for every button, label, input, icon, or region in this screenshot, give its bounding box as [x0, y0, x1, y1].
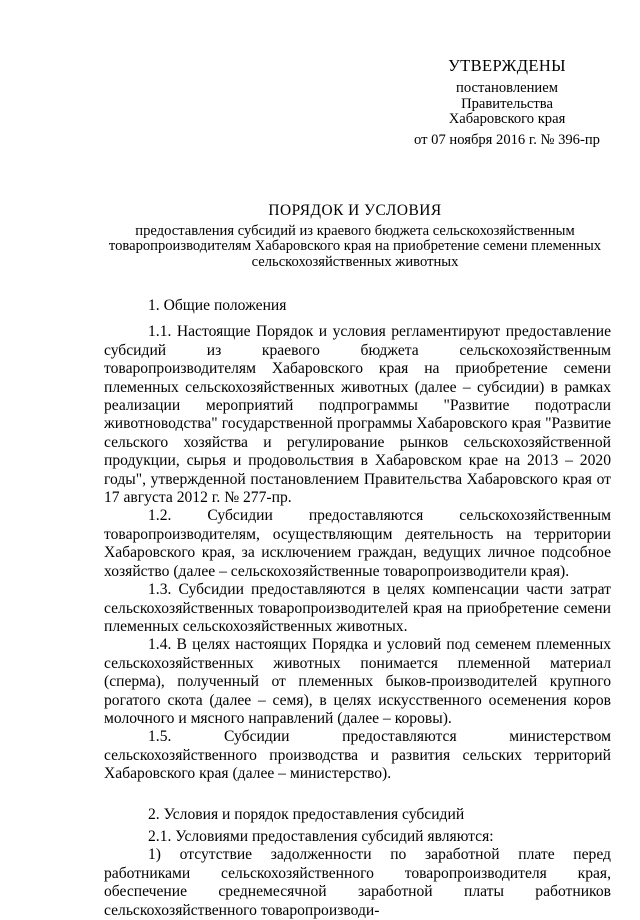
document-title: ПОРЯДОК И УСЛОВИЯ [268, 202, 442, 219]
approval-line: Хабаровского края [448, 110, 566, 127]
paragraph: 1) отсутствие задолженности по заработной плате перед работниками сельскохозяйственного товаропроизводителя края, обеспечение среднемесячной заработной платы работников сельскохозяйственного товаропроизводи- [104, 846, 611, 919]
section-heading: 1. Общие положения [148, 297, 287, 314]
document-subtitle: предоставления субсидий из краевого бюджета сельскохозяйственным товаропроизводителям Хабаровского края на приобретение семени племенных сельскохозяйственных животных [108, 223, 602, 270]
document-body [104, 293, 611, 920]
paragraph: 1.2. Субсидии предоставляются сельскохозяйственным товаропроизводителям, осуществляющим деятельность на территории Хабаровского края, за исключением граждан, ведущих личное подсобное хозяйство (далее – сельскохозяйственные товаропроизводители края). [104, 507, 611, 580]
paragraph: 1.1. Настоящие Порядок и условия регламентируют предоставление субсидий из краевого бюджета сельскохозяйственным товаропроизводителям Хабаровского края на приобретение семени племенных сельскохозяйственных животных (далее – субсидии) в рамках реализации мероприятий подпрограммы "Развитие подотрасли животноводства" государственной программы Хабаровского края "Развитие сельского хозяйства и регулирование рынков сельскохозяйственной продукции, сырья и продовольствия в Хабаровском крае на 2013 – 2020 годы", утвержденной постановлением Правительства Хабаровского края от 17 августа 2012 г. № 277-пр. [104, 323, 611, 507]
paragraph: 1.4. В целях настоящих Порядка и условий под семенем племенных сельскохозяйственных животных понимается племенной материал (сперма), полученный от племенных быков-производителей крупного рогатого скота (далее – семя), в целях искусственного осеменения коров молочного и мясного направлений (далее – коровы). [104, 636, 611, 727]
approval-line: Правительства [461, 95, 553, 112]
approval-date-line: от 07 ноября 2016 г. № 396-пр [414, 132, 600, 149]
paragraph: 1.3. Субсидии предоставляются в целях компенсации части затрат сельскохозяйственных товаропроизводителей края на приобретение семени племенных сельскохозяйственных животных. [104, 581, 611, 635]
paragraph: 2.1. Условиями предоставления субсидий являются: [148, 827, 494, 845]
paragraph: 1.5. Субсидии предоставляются министерством сельскохозяйственного производства и развития сельских территорий Хабаровского края (далее – министерство). [104, 728, 611, 783]
approval-line: постановлением [456, 80, 558, 97]
approval-block [404, 57, 610, 148]
section-heading: 2. Условия и порядок предоставления субсидий [148, 805, 465, 823]
approval-heading: УТВЕРЖДЕНЫ [448, 56, 566, 75]
